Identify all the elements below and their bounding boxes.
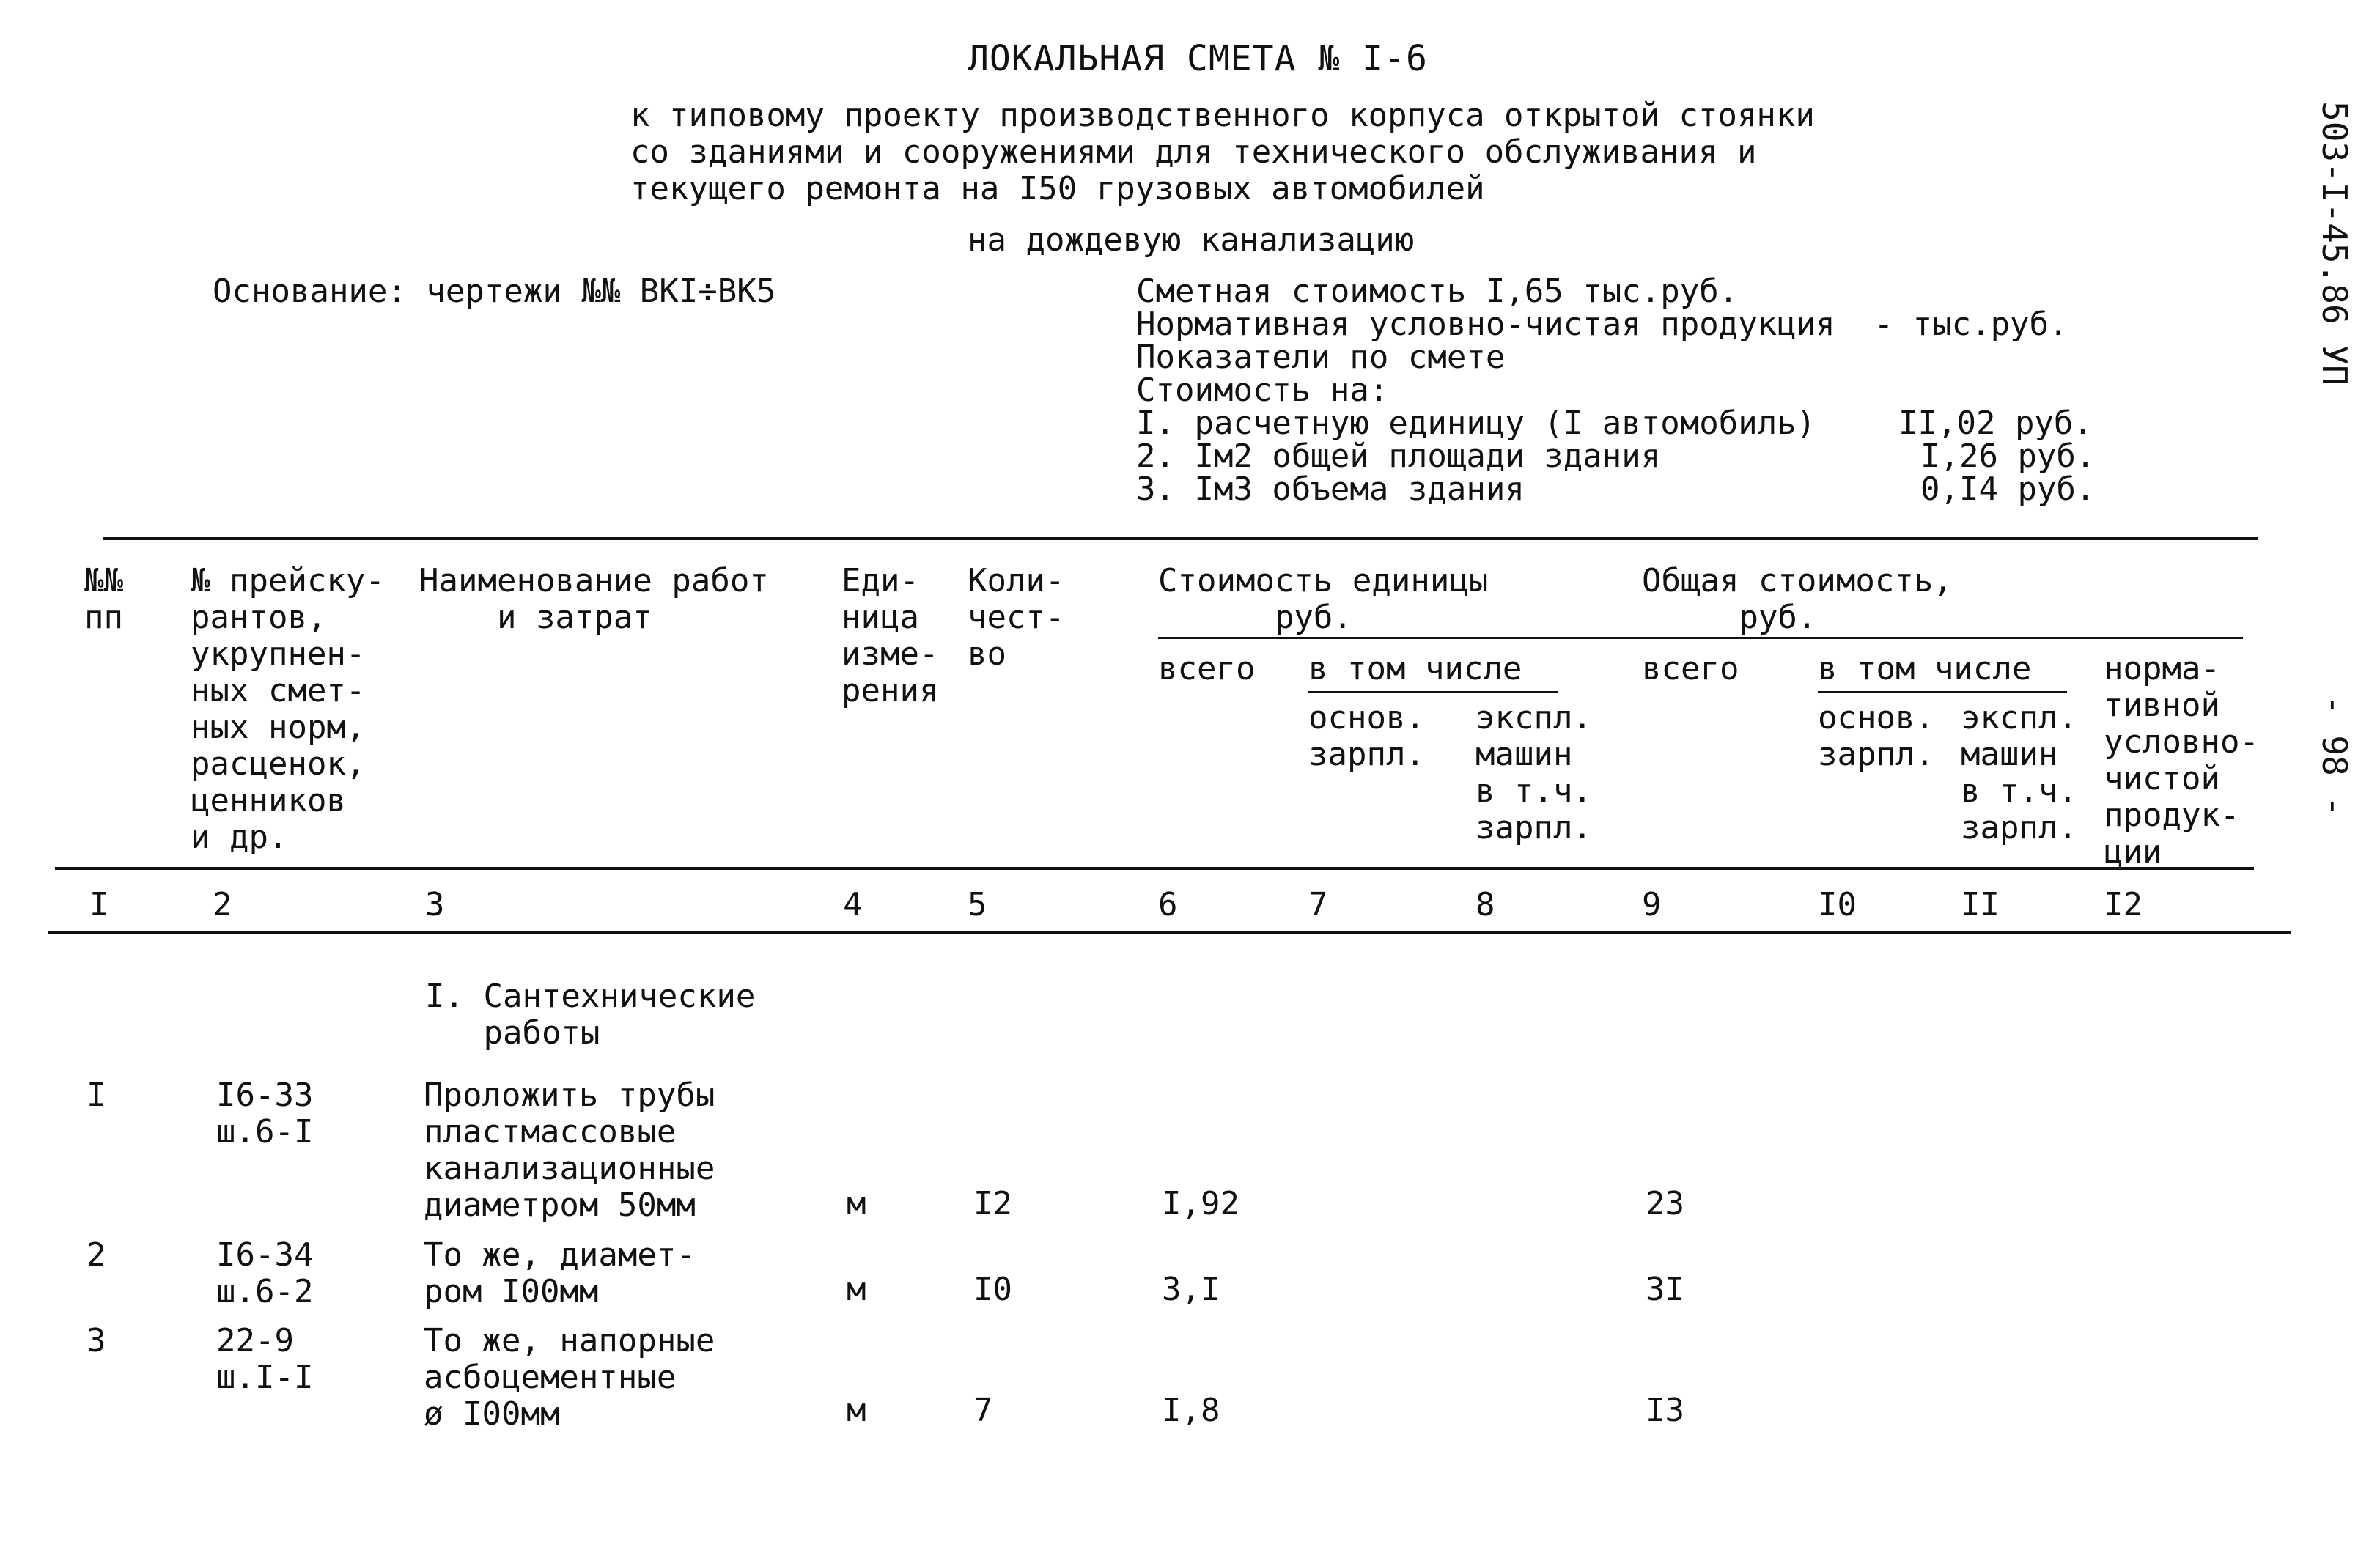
purpose-line: на дождевую канализацию: [968, 221, 1415, 259]
basis-line: Основание: чертежи №№ ВКI÷ВК5: [213, 273, 776, 310]
indicator-2-value: I,26 руб.: [1920, 438, 2096, 475]
column-number-9: 9: [1642, 886, 1662, 923]
column-numbers-rule: [48, 931, 2291, 934]
estimated-cost: Сметная стоимость I,65 тыс.руб.: [1136, 273, 1739, 310]
row-3-unit: м: [847, 1392, 866, 1429]
header-total-all: всего: [1642, 650, 1739, 687]
indicators-heading: Показатели по смете: [1136, 339, 1506, 376]
column-number-10: I0: [1818, 886, 1857, 923]
row-2-total-cost: 3I: [1646, 1271, 1684, 1308]
header-unit-cost: Стоимость единицы руб.: [1158, 562, 1489, 636]
document-title: ЛОКАЛЬНАЯ СМЕТА № I-6: [968, 38, 1428, 79]
header-total-base-salary: основ. зарпл.: [1818, 699, 1934, 773]
row-1-total-cost: 23: [1646, 1185, 1684, 1222]
cost-header-rule: [1158, 637, 2243, 639]
total-including-rule: [1818, 691, 2067, 693]
row-2-unit-cost: 3,I: [1162, 1271, 1220, 1308]
column-number-2: 2: [213, 886, 232, 923]
header-col-unit: Еди- ница изме- рения: [841, 562, 939, 709]
row-3-name: То же, напорные асбоцементные ø I00мм: [424, 1322, 715, 1433]
header-total-cost: Общая стоимость, руб.: [1642, 562, 1953, 636]
subtitle-line-2: со зданиями и сооружениями для технического обслуживания и: [630, 133, 1757, 171]
header-unit-base-salary: основ. зарпл.: [1308, 699, 1425, 773]
header-col-name: Наименование работ и затрат: [419, 562, 769, 636]
header-total-including: в том числе: [1818, 650, 2032, 687]
section-title: I. Сантехнические работы: [425, 978, 756, 1052]
row-2-unit: м: [847, 1271, 866, 1308]
row-2-number: 2: [86, 1236, 106, 1274]
column-number-11: II: [1961, 886, 2000, 923]
column-number-8: 8: [1475, 886, 1495, 923]
header-unit-machines: экспл. машин в т.ч. зарпл.: [1475, 699, 1592, 846]
column-number-1: I: [89, 886, 109, 923]
row-3-quantity: 7: [973, 1392, 993, 1429]
header-col-number: №№ пп: [84, 562, 123, 636]
row-1-unit-cost: I,92: [1162, 1185, 1239, 1222]
row-1-number: I: [86, 1077, 106, 1114]
column-number-6: 6: [1158, 886, 1178, 923]
row-2-name: То же, диамет- ром I00мм: [424, 1236, 696, 1310]
row-1-unit: м: [847, 1185, 866, 1222]
normative-product: Нормативная условно-чистая продукция - тыс.руб.: [1136, 306, 2068, 343]
header-total-machines: экспл. машин в т.ч. зарпл.: [1961, 699, 2077, 846]
header-normative-product: норма- тивной условно- чистой продук- ции: [2104, 650, 2259, 871]
indicator-3-value: 0,I4 руб.: [1920, 470, 2096, 508]
unit-including-rule: [1308, 691, 1558, 693]
document-code-vertical: 503-I-45.86 УП: [2315, 101, 2354, 385]
indicator-3-label: 3. Iм3 объема здания: [1136, 470, 1525, 508]
row-2-code: I6-34 ш.6-2: [216, 1236, 314, 1310]
column-number-5: 5: [968, 886, 987, 923]
column-number-4: 4: [843, 886, 863, 923]
table-top-rule: [103, 537, 2258, 540]
row-3-code: 22-9 ш.I-I: [216, 1322, 314, 1396]
row-1-code: I6-33 ш.6-I: [216, 1077, 314, 1151]
subtitle-line-3: текущего ремонта на I50 грузовых автомобилей: [630, 170, 1485, 207]
indicator-1-label: I. расчетную единицу (I автомобиль): [1136, 405, 1816, 442]
row-1-name: Проложить трубы пластмассовые канализационные диаметром 50мм: [424, 1077, 715, 1224]
row-3-number: 3: [86, 1322, 106, 1359]
header-bottom-rule: [55, 867, 2254, 870]
row-3-total-cost: I3: [1646, 1392, 1684, 1429]
header-col-quantity: Коли- чест- во: [968, 562, 1065, 673]
cost-for-heading: Стоимость на:: [1136, 372, 1389, 409]
header-unit-including: в том числе: [1308, 650, 1522, 687]
subtitle-line-1: к типовому проекту производственного корпуса открытой стоянки: [630, 97, 1815, 134]
page-number-vertical: - 98 -: [2315, 695, 2354, 817]
row-1-quantity: I2: [973, 1185, 1012, 1222]
column-number-3: 3: [425, 886, 445, 923]
column-number-12: I2: [2104, 886, 2143, 923]
indicator-2-label: 2. Iм2 общей площади здания: [1136, 438, 1661, 475]
row-2-quantity: I0: [973, 1271, 1012, 1308]
header-col-code: № прейску- рантов, укрупнен- ных смет- ных норм, расценок, ценников и др.: [191, 562, 385, 856]
indicator-1-value: II,02 руб.: [1898, 405, 2093, 442]
header-unit-all: всего: [1158, 650, 1256, 687]
column-number-7: 7: [1308, 886, 1328, 923]
row-3-unit-cost: I,8: [1162, 1392, 1220, 1429]
